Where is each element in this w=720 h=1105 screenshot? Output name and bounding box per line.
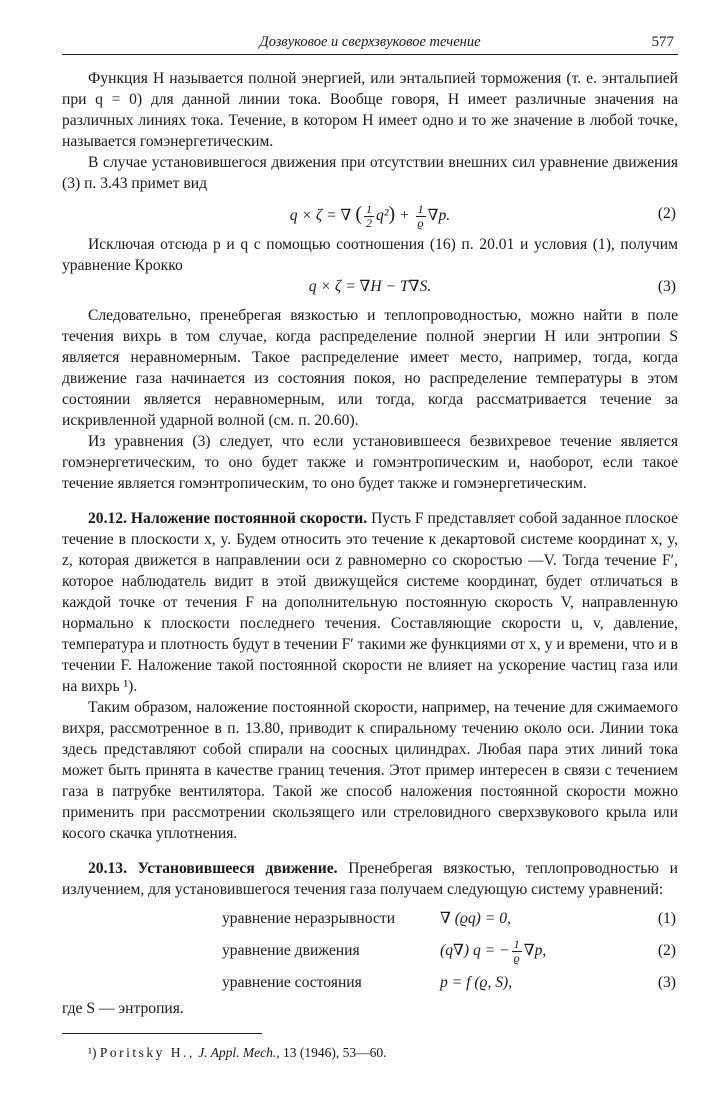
paragraph-homenergetic: Из уравнения (3) следует, что если установившееся безвихревое течение является гомэнергетическим, то оно будет также и гомэнтропическим и, наоборот, если такое течение является гомэнтропическим, то оно будет также и гомэнергетическим. [62, 433, 678, 492]
equation-formula: p = f (ϱ, S), [440, 974, 513, 991]
equation-number-2: (2) [657, 205, 676, 222]
system-equation-motion [62, 934, 678, 968]
footnote-author: Poritsky H., [99, 1045, 195, 1060]
section-20-13 [62, 858, 678, 900]
equation-formula: (q∇) q = − $\frac{1}{ϱ}$ ∇p, [440, 936, 547, 965]
equation-crocco-formula: q × ζ = ∇H − T∇S. [308, 278, 432, 295]
equation-number: (3) [657, 974, 676, 991]
footnote-journal: J. Appl. Mech., [198, 1045, 280, 1060]
equation-name: уравнение движения [222, 942, 360, 959]
page-header [62, 34, 678, 55]
section-20-12-text: Пусть F представляет собой заданное плоское течение в плоскости x, y. Будем относить это течение к декартовой системе координат x, y, z, которая движется в направлении оси z равномерно со скоростью —V. Тогда течение F′, которое наблюдатель видит в этой движущейся системе координат, будет отличаться в каждой точке от течения F на дополнительную постоянную скорость V, направленную нормально к плоскости последнего течения. Составляющие скорости u, v, давление, температура и плотность будут в течении F′ такими же функциями от x, y и времени, что и в течении F. Наложение такой постоянной скорости не влияет на ускорение частиц газа или на вихрь ¹). [62, 510, 678, 695]
equation-motion-formula: q × ζ = ∇ ( $\frac{1}{2}$ q²) + $\frac{1}{ϱ}$ ∇p. [289, 202, 451, 230]
equation-number: (2) [657, 942, 676, 959]
paragraph-vorticity: Следовательно, пренебрегая вязкостью и теплопроводностью, можно найти в поле течения вихрь в том случае, когда распределение полной энергии H или энтропии S является неравномерным. Такое распределение имеет место, например, тогда, когда движение газа начинается из состояния покоя, но распределение температуры в этом состоянии является неравномерным, или тогда, когда рассматривается течение за искривленной ударной волной (см. п. 20.60). [62, 307, 678, 429]
paragraph-spiral-flow: Таким образом, наложение постоянной скорости, например, на течение для сжимаемого вихря, рассмотренное в п. 13.80, приводит к спиральному течению около оси. Линии тока здесь представляют собой спирали на соосных цилиндрах. Любая пара этих линий тока может быть принята в качестве границ течения. Этот пример интересен в связи с течением газа в патрубке вентилятора. Такой же способ наложения постоянной скорости можно применить при рассмотрении скользящего или стреловидного сверхзвукового крыла или косого скачка уплотнения. [62, 699, 678, 842]
footnote-mark: ¹) [88, 1045, 97, 1060]
system-equation-state [62, 968, 678, 998]
section-20-13-title: 20.13. Установившееся движение. [88, 860, 338, 877]
section-20-12 [62, 508, 678, 697]
system-equation-continuity [62, 904, 678, 934]
page-body [62, 68, 678, 1019]
where-entropy: где S — энтропия. [62, 1000, 184, 1017]
equation-number: (1) [657, 910, 676, 927]
paragraph-total-energy: Функция H называется полной энергией, или энтальпией торможения (т. е. энтальпией при q = 0) для данной линии тока. Вообще говоря, H имеет различные значения на различных линиях тока. Течение, в котором H имеет одно и то же значение в любой точке, называется гомэнергетическим. [62, 70, 678, 150]
q-squared: q² [376, 207, 389, 225]
paragraph-steady-motion: В случае установившегося движения при отсутствии внешних сил уравнение движения (3) п. 3.43 примет вид [62, 154, 678, 192]
equation-rhs: ∇p. [427, 207, 451, 225]
section-20-13-text: Пренебрегая вязкостью, теплопроводностью и излучением, для установившегося течения газа получаем следующую систему уравнений: [62, 860, 678, 898]
running-title: Дозвуковое и сверхзвуковое течение [259, 34, 481, 50]
equation-name: уравнение состояния [222, 974, 362, 991]
fraction-half: $\frac{1}{2}$ [366, 202, 373, 230]
equation-formula: ∇ (ϱq) = 0, [440, 910, 511, 927]
equation-number-3: (3) [657, 278, 676, 295]
footnote [62, 1044, 678, 1062]
equation-lhs: q × ζ = ∇ [289, 207, 352, 225]
paragraph-crocco: Исключая отсюда p и q с помощью соотношения (16) п. 20.01 и условия (1), получим уравнение Крокко [62, 236, 678, 274]
section-20-12-title: 20.12. Наложение постоянной скорости. [88, 510, 368, 527]
equation-motion [62, 194, 678, 234]
fraction-one-over-rho: $\frac{1}{ϱ}$ [417, 202, 424, 230]
page-number: 577 [651, 34, 674, 50]
equation-crocco [62, 276, 678, 297]
equation-name: уравнение неразрывности [222, 910, 396, 927]
plus-sign: + [399, 207, 410, 225]
footnote-details: 13 (1946), 53—60. [283, 1045, 387, 1060]
footnote-divider [62, 1033, 262, 1034]
